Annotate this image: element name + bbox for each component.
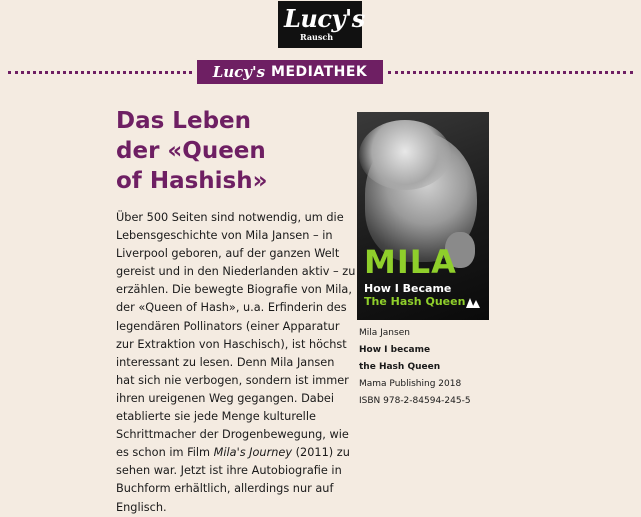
dotted-divider-left xyxy=(8,71,192,74)
lucys-rausch-logo xyxy=(278,1,365,48)
book-isbn: ISBN 978-2-84594-245-5 xyxy=(359,396,471,406)
body-line: erzählen. Die bewegte Biografie von Mila, xyxy=(116,283,352,297)
banner-label: MEDIATHEK xyxy=(271,64,368,80)
headline-line: Das Leben xyxy=(116,108,252,134)
body-line: interessant zu lesen. Denn Mila Jansen xyxy=(116,355,335,369)
body-line: gereist und in den Niederlanden aktiv – zu xyxy=(116,265,356,279)
book-author: Mila Jansen xyxy=(359,328,410,338)
book-publisher: Mama Publishing 2018 xyxy=(359,379,462,389)
body-line: Schrittmacher der Drogenbewegung, wie xyxy=(116,428,349,442)
body-line: Buchform erhältlich, allerdings nur auf xyxy=(116,482,334,496)
body-line: sehen war. Jetzt ist ihre Autobiografie in xyxy=(116,464,342,478)
body-line: ihren ureigenen Weg gegangen. Dabei xyxy=(116,391,334,405)
body-line: Liverpool geboren, auf der ganzen Welt xyxy=(116,247,340,261)
body-line: zur Extraktion von Haschisch), ist höchst xyxy=(116,337,347,351)
body-line: legendären Pollinators (einer Apparatur xyxy=(116,319,340,333)
book-cover xyxy=(357,112,489,320)
body-line: etablierte sie jede Menge kulturelle xyxy=(116,410,316,424)
book-title: How I became xyxy=(359,345,431,355)
body-line: Lebensgeschichte von Mila Jansen – in xyxy=(116,229,333,243)
body-text: es schon im Film xyxy=(116,446,214,460)
dotted-divider-right xyxy=(388,71,633,74)
cover-subtitle: How I Became xyxy=(364,282,452,295)
cover-subtitle: The Hash Queen xyxy=(364,295,466,308)
body-line: Über 500 Seiten sind notwendig, um die xyxy=(116,211,344,224)
body-line: hat sich nie verbogen, sondern ist immer xyxy=(116,373,349,387)
article-body xyxy=(116,209,356,517)
body-text: (2011) zu xyxy=(292,446,350,460)
headline-line: der «Queen xyxy=(116,138,266,164)
logo-name: Lucy's xyxy=(284,4,365,33)
film-title: Mila's Journey xyxy=(213,446,293,460)
book-details xyxy=(359,325,509,410)
body-line: der «Queen of Hash», u.a. Erfinderin des xyxy=(116,301,347,315)
cover-title: MILA xyxy=(364,243,457,281)
body-line: Englisch. xyxy=(116,500,167,514)
headline-line: of Hashish» xyxy=(116,168,268,194)
cover-portrait-hair xyxy=(359,120,451,190)
section-banner xyxy=(197,60,383,84)
publisher-logo-icon xyxy=(465,295,481,309)
banner-brand: Lucy's xyxy=(212,63,266,81)
book-title: the Hash Queen xyxy=(359,362,441,372)
body-line xyxy=(116,444,350,462)
article-headline xyxy=(116,106,326,196)
logo-sub: Rausch xyxy=(300,32,334,42)
